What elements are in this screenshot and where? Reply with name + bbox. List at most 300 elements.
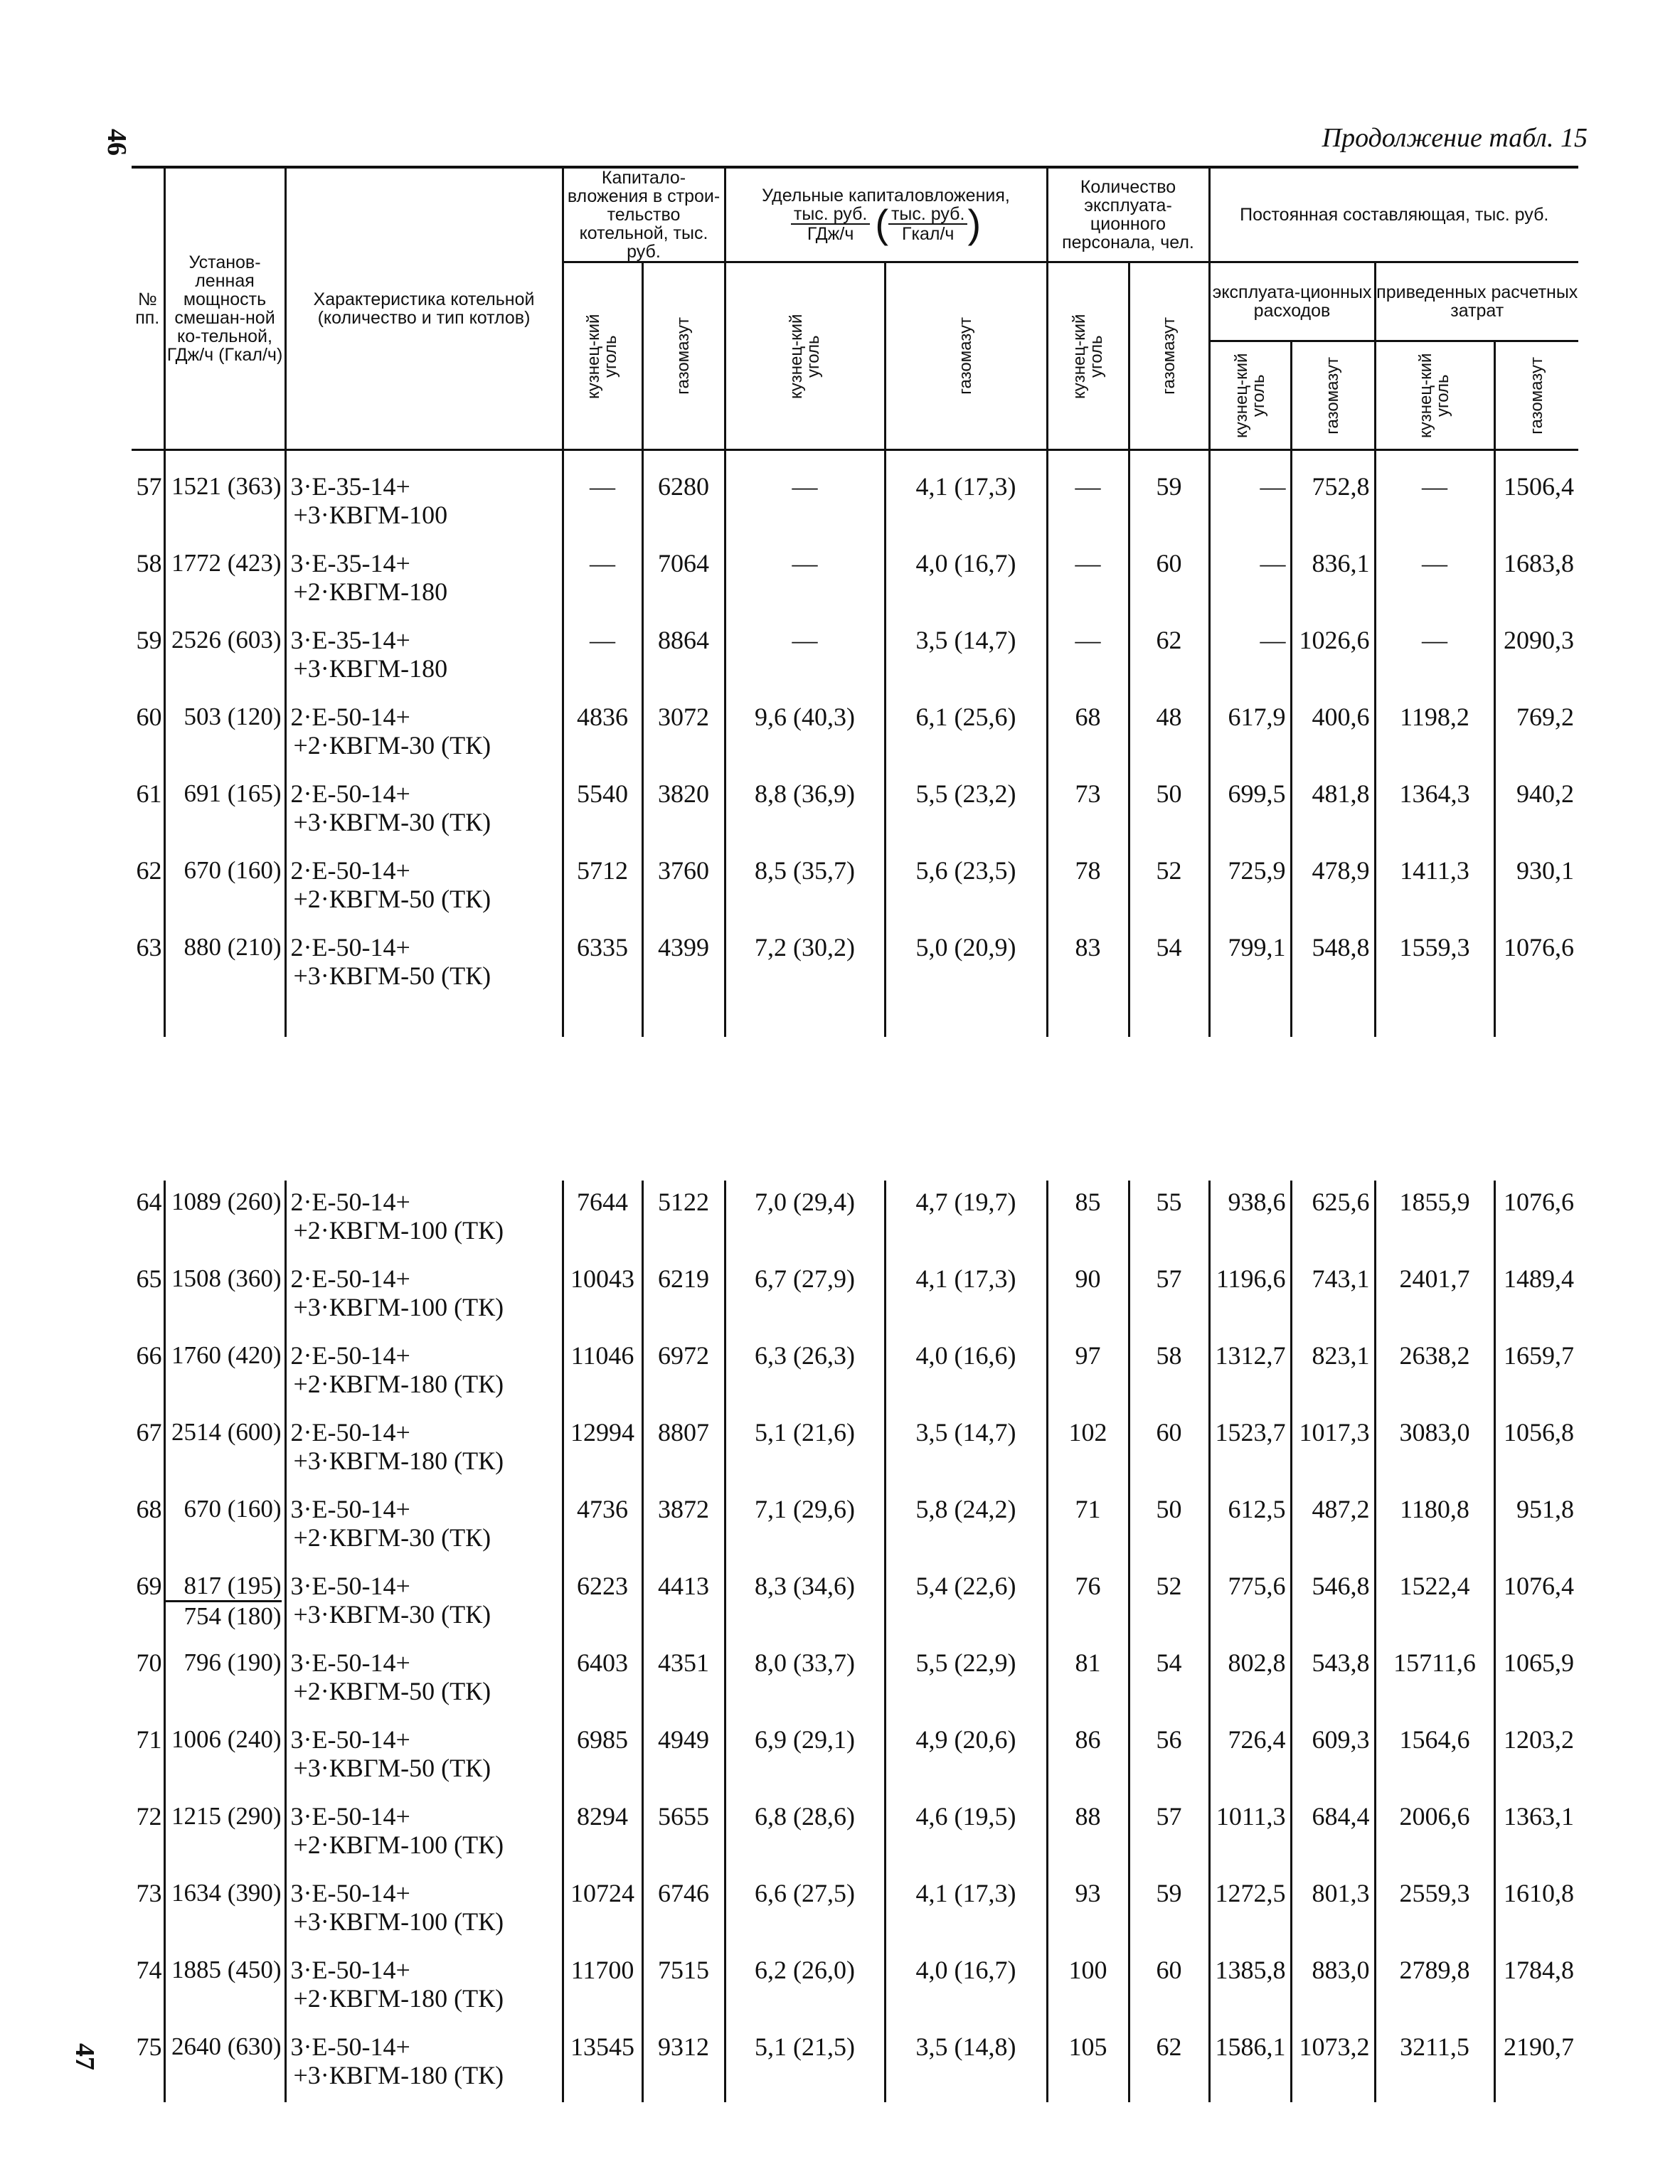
specific-capex-gas: 5,5 (23,2) bbox=[885, 772, 1047, 849]
boiler-line-2: +2·КВГМ-50 (ТК) bbox=[293, 885, 491, 913]
capacity-value: 817 (195) bbox=[166, 1572, 282, 1602]
boiler-line-1: 3·Е-50-14+ bbox=[290, 1648, 410, 1677]
capex-gas: 9312 bbox=[642, 2025, 725, 2102]
boiler-line-1: 2·Е-50-14+ bbox=[290, 703, 410, 731]
op-costs-coal: 1523,7 bbox=[1209, 1411, 1291, 1488]
op-costs-coal: 1312,7 bbox=[1209, 1334, 1291, 1411]
reduced-costs-gas: 1610,8 bbox=[1504, 1879, 1574, 1907]
op-costs-gas: 883,0 bbox=[1291, 1949, 1375, 2025]
op-costs-gas: 609,3 bbox=[1291, 1718, 1375, 1795]
boiler-line-2: +2·КВГМ-100 (ТК) bbox=[293, 1216, 504, 1245]
table-row bbox=[132, 772, 1578, 849]
reduced-costs-gas: 1203,2 bbox=[1504, 1725, 1574, 1754]
specific-capex-coal: 7,0 (29,4) bbox=[725, 1181, 885, 1257]
boiler-line-1: 3·Е-50-14+ bbox=[290, 1956, 410, 1984]
capex-gas: 3872 bbox=[642, 1488, 725, 1565]
table-row bbox=[132, 1795, 1578, 1872]
op-costs-gas: 823,1 bbox=[1291, 1334, 1375, 1411]
reduced-costs-coal: 1522,4 bbox=[1375, 1565, 1494, 1641]
boiler-line-1: 2·Е-50-14+ bbox=[290, 856, 410, 885]
staff-gas: 62 bbox=[1129, 2025, 1209, 2102]
capex-coal: 6223 bbox=[563, 1565, 642, 1641]
capex-gas: 4949 bbox=[642, 1718, 725, 1795]
boiler-line-1: 2·Е-50-14+ bbox=[290, 779, 410, 808]
boiler-line-2: +2·КВГМ-30 (ТК) bbox=[293, 731, 491, 760]
specific-capex-coal: 9,6 (40,3) bbox=[725, 696, 885, 772]
row-number: 60 bbox=[132, 696, 164, 772]
boiler-line-2: +2·КВГМ-180 (ТК) bbox=[293, 1370, 504, 1398]
reduced-costs-coal: 1855,9 bbox=[1375, 1181, 1494, 1257]
reduced-costs-gas: 951,8 bbox=[1516, 1495, 1574, 1523]
op-costs-coal: — bbox=[1209, 542, 1291, 619]
boiler-characteristic bbox=[285, 1488, 563, 1565]
specific-capex-gas: 6,1 (25,6) bbox=[885, 696, 1047, 772]
op-costs-coal: 799,1 bbox=[1209, 926, 1291, 1003]
op-costs-gas: 400,6 bbox=[1291, 696, 1375, 772]
header-specific-coal: кузнец-кий уголь bbox=[725, 262, 885, 450]
boiler-line-2: +3·КВГМ-100 (ТК) bbox=[293, 1293, 504, 1321]
header-red-coal: кузнец-кий уголь bbox=[1375, 341, 1494, 450]
reduced-costs-gas: 769,2 bbox=[1516, 703, 1574, 731]
staff-gas: 54 bbox=[1129, 926, 1209, 1003]
table-row bbox=[132, 1872, 1578, 1949]
boiler-characteristic bbox=[285, 1565, 563, 1641]
table-row bbox=[132, 1565, 1578, 1641]
boiler-line-1: 2·Е-50-14+ bbox=[290, 1341, 410, 1370]
capex-coal: — bbox=[563, 542, 642, 619]
reduced-costs-coal: 1564,6 bbox=[1375, 1718, 1494, 1795]
specific-capex-gas: 5,6 (23,5) bbox=[885, 849, 1047, 926]
op-costs-coal: — bbox=[1209, 619, 1291, 696]
specific-capex-coal: 8,0 (33,7) bbox=[725, 1641, 885, 1718]
row-number: 64 bbox=[132, 1181, 164, 1257]
table-row bbox=[132, 2025, 1578, 2102]
op-costs-coal: 1385,8 bbox=[1209, 1949, 1291, 2025]
reduced-costs-coal: 1198,2 bbox=[1375, 696, 1494, 772]
header-red-gas: газомазут bbox=[1494, 341, 1578, 450]
staff-coal: 76 bbox=[1047, 1565, 1129, 1641]
specific-capex-gas: 5,4 (22,6) bbox=[885, 1565, 1047, 1641]
specific-capex-gas: 5,0 (20,9) bbox=[885, 926, 1047, 1003]
op-costs-coal: — bbox=[1209, 465, 1291, 542]
boiler-line-2: +3·КВГМ-50 (ТК) bbox=[293, 1754, 491, 1782]
staff-gas: 56 bbox=[1129, 1718, 1209, 1795]
header-capex-gas: газомазут bbox=[642, 262, 725, 450]
op-costs-coal: 1196,6 bbox=[1209, 1257, 1291, 1334]
specific-capex-coal: 8,3 (34,6) bbox=[725, 1565, 885, 1641]
row-number: 65 bbox=[132, 1257, 164, 1334]
reduced-costs-coal: 1364,3 bbox=[1375, 772, 1494, 849]
table-header bbox=[132, 167, 1578, 450]
reduced-costs-coal: 1559,3 bbox=[1375, 926, 1494, 1003]
boiler-characteristic bbox=[285, 849, 563, 926]
capex-coal: 6985 bbox=[563, 1718, 642, 1795]
specific-capex-coal: — bbox=[725, 619, 885, 696]
capacity-value-alt: 754 (180) bbox=[184, 1602, 282, 1630]
boiler-line-2: +3·КВГМ-100 bbox=[293, 501, 448, 529]
boiler-line-2: +3·КВГМ-30 (ТК) bbox=[293, 808, 491, 836]
specific-capex-coal: 6,3 (26,3) bbox=[725, 1334, 885, 1411]
staff-coal: 105 bbox=[1047, 2025, 1129, 2102]
row-number: 68 bbox=[132, 1488, 164, 1565]
page-number-top: 46 bbox=[102, 129, 132, 156]
capex-gas: 6746 bbox=[642, 1872, 725, 1949]
staff-coal: 83 bbox=[1047, 926, 1129, 1003]
page-number-bottom: 47 bbox=[70, 2043, 100, 2070]
op-costs-gas: 546,8 bbox=[1291, 1565, 1375, 1641]
boiler-line-2: +2·КВГМ-100 (ТК) bbox=[293, 1831, 504, 1859]
staff-coal: 85 bbox=[1047, 1181, 1129, 1257]
header-characteristic: Характеристика котельной (количество и тип котлов) bbox=[285, 167, 563, 450]
boiler-characteristic bbox=[285, 926, 563, 1003]
op-costs-coal: 775,6 bbox=[1209, 1565, 1291, 1641]
reduced-costs-coal: 2559,3 bbox=[1375, 1872, 1494, 1949]
row-number: 63 bbox=[132, 926, 164, 1003]
capacity: 880 (210) bbox=[164, 926, 285, 1003]
staff-gas: 62 bbox=[1129, 619, 1209, 696]
header-specific-gas: газомазут bbox=[885, 262, 1047, 450]
header-frac-gj bbox=[791, 205, 870, 243]
reduced-costs-gas: 1489,4 bbox=[1504, 1264, 1574, 1293]
capacity: 796 (190) bbox=[164, 1641, 285, 1718]
staff-gas: 52 bbox=[1129, 849, 1209, 926]
row-number: 59 bbox=[132, 619, 164, 696]
boiler-line-2: +3·КВГМ-180 (ТК) bbox=[293, 1447, 504, 1475]
table-row bbox=[132, 1949, 1578, 2025]
capex-coal: 10724 bbox=[563, 1872, 642, 1949]
staff-gas: 60 bbox=[1129, 542, 1209, 619]
capex-gas: 6972 bbox=[642, 1334, 725, 1411]
op-costs-gas: 801,3 bbox=[1291, 1872, 1375, 1949]
capex-coal: 11046 bbox=[563, 1334, 642, 1411]
capex-coal: — bbox=[563, 619, 642, 696]
staff-gas: 57 bbox=[1129, 1795, 1209, 1872]
reduced-costs-gas: 930,1 bbox=[1516, 856, 1574, 885]
reduced-costs-gas: 1076,4 bbox=[1504, 1572, 1574, 1600]
specific-capex-coal: 8,8 (36,9) bbox=[725, 772, 885, 849]
capex-gas: 3760 bbox=[642, 849, 725, 926]
staff-coal: 97 bbox=[1047, 1334, 1129, 1411]
header-constant: Постоянная составляющая, тыс. руб. bbox=[1209, 167, 1578, 262]
header-specific-capex-title: Удельные капиталовложения, bbox=[762, 186, 1010, 206]
staff-coal: — bbox=[1047, 465, 1129, 542]
header-staff-coal: кузнец-кий уголь bbox=[1047, 262, 1129, 450]
boiler-line-1: 2·Е-50-14+ bbox=[290, 933, 410, 962]
staff-coal: 100 bbox=[1047, 1949, 1129, 2025]
specific-capex-gas: 5,8 (24,2) bbox=[885, 1488, 1047, 1565]
staff-gas: 60 bbox=[1129, 1949, 1209, 2025]
frac-gj-num: тыс. руб. bbox=[791, 205, 870, 225]
specific-capex-gas: 4,1 (17,3) bbox=[885, 465, 1047, 542]
capacity: 2526 (603) bbox=[164, 619, 285, 696]
reduced-costs-gas: 1065,9 bbox=[1504, 1648, 1574, 1677]
capex-gas: 5655 bbox=[642, 1795, 725, 1872]
capex-coal: 6403 bbox=[563, 1641, 642, 1718]
boiler-line-1: 3·Е-50-14+ bbox=[290, 1572, 410, 1600]
capex-coal: — bbox=[563, 465, 642, 542]
row-number: 57 bbox=[132, 465, 164, 542]
reduced-costs-gas: 1363,1 bbox=[1504, 1802, 1574, 1831]
boiler-characteristic bbox=[285, 1257, 563, 1334]
capacity: 1521 (363) bbox=[164, 465, 285, 542]
specific-capex-coal: 6,2 (26,0) bbox=[725, 1949, 885, 2025]
op-costs-coal: 612,5 bbox=[1209, 1488, 1291, 1565]
op-costs-gas: 684,4 bbox=[1291, 1795, 1375, 1872]
table-row bbox=[132, 1181, 1578, 1257]
capex-gas: 6219 bbox=[642, 1257, 725, 1334]
capex-coal: 11700 bbox=[563, 1949, 642, 2025]
boiler-characteristic bbox=[285, 1411, 563, 1488]
reduced-costs-coal: 2789,8 bbox=[1375, 1949, 1494, 2025]
boiler-characteristic bbox=[285, 619, 563, 696]
boiler-characteristic bbox=[285, 1718, 563, 1795]
staff-gas: 60 bbox=[1129, 1411, 1209, 1488]
specific-capex-gas: 4,6 (19,5) bbox=[885, 1795, 1047, 1872]
boiler-line-1: 3·Е-35-14+ bbox=[290, 472, 410, 501]
table-row bbox=[132, 926, 1578, 1003]
op-costs-coal: 725,9 bbox=[1209, 849, 1291, 926]
capacity bbox=[164, 1565, 285, 1641]
op-costs-gas: 478,9 bbox=[1291, 849, 1375, 926]
boiler-line-2: +3·КВГМ-180 (ТК) bbox=[293, 2061, 504, 2089]
specific-capex-gas: 4,7 (19,7) bbox=[885, 1181, 1047, 1257]
reduced-costs-coal: — bbox=[1375, 465, 1494, 542]
op-costs-coal: 938,6 bbox=[1209, 1181, 1291, 1257]
specific-capex-coal: 8,5 (35,7) bbox=[725, 849, 885, 926]
reduced-costs-coal: 15711,6 bbox=[1375, 1641, 1494, 1718]
op-costs-coal: 699,5 bbox=[1209, 772, 1291, 849]
boiler-characteristic bbox=[285, 1949, 563, 2025]
capex-coal: 4736 bbox=[563, 1488, 642, 1565]
staff-coal: — bbox=[1047, 542, 1129, 619]
op-costs-coal: 726,4 bbox=[1209, 1718, 1291, 1795]
staff-gas: 57 bbox=[1129, 1257, 1209, 1334]
row-number: 58 bbox=[132, 542, 164, 619]
header-capacity: Установ-ленная мощность смешан-ной ко-тельной, ГДж/ч (Гкал/ч) bbox=[164, 167, 285, 450]
staff-coal: 90 bbox=[1047, 1257, 1129, 1334]
table-row bbox=[132, 1718, 1578, 1795]
reduced-costs-gas: 2190,7 bbox=[1504, 2033, 1574, 2061]
specific-capex-coal: 5,1 (21,5) bbox=[725, 2025, 885, 2102]
reduced-costs-gas: 2090,3 bbox=[1504, 626, 1574, 654]
row-number: 72 bbox=[132, 1795, 164, 1872]
reduced-costs-coal: 3083,0 bbox=[1375, 1411, 1494, 1488]
capex-gas: 8807 bbox=[642, 1411, 725, 1488]
reduced-costs-coal: 2006,6 bbox=[1375, 1795, 1494, 1872]
header-specific-capex: Удельные капиталовложения, $\frac{\text{тыс. руб.}}{\text{ГДж/ч}}$ ( $\frac{\text{тыс. руб.}}{\text{Гкал/ч}}$ ) bbox=[725, 167, 1047, 262]
table-row bbox=[132, 1641, 1578, 1718]
capacity: 2514 (600) bbox=[164, 1411, 285, 1488]
boiler-characteristic bbox=[285, 542, 563, 619]
boiler-line-1: 3·Е-50-14+ bbox=[290, 2033, 410, 2061]
boiler-line-2: +3·КВГМ-180 bbox=[293, 654, 448, 683]
capex-coal: 7644 bbox=[563, 1181, 642, 1257]
frac-gcal-num: тыс. руб. bbox=[888, 205, 967, 225]
reduced-costs-gas: 1683,8 bbox=[1504, 549, 1574, 577]
boiler-line-1: 3·Е-35-14+ bbox=[290, 626, 410, 654]
specific-capex-coal: 7,2 (30,2) bbox=[725, 926, 885, 1003]
row-number: 69 bbox=[132, 1565, 164, 1641]
reduced-costs-coal: 1180,8 bbox=[1375, 1488, 1494, 1565]
header-num: № пп. bbox=[132, 167, 164, 450]
table-body-top bbox=[132, 450, 1578, 1038]
capex-gas: 7515 bbox=[642, 1949, 725, 2025]
reduced-costs-gas: 1076,6 bbox=[1504, 933, 1574, 962]
data-table-bottom bbox=[132, 1181, 1578, 2102]
capacity: 1760 (420) bbox=[164, 1334, 285, 1411]
table-caption: Продолжение табл. 15 bbox=[1322, 123, 1588, 153]
op-costs-gas: 1026,6 bbox=[1291, 619, 1375, 696]
header-frac-gcal bbox=[888, 205, 967, 243]
specific-capex-coal: 6,9 (29,1) bbox=[725, 1718, 885, 1795]
specific-capex-coal: 7,1 (29,6) bbox=[725, 1488, 885, 1565]
op-costs-coal: 1272,5 bbox=[1209, 1872, 1291, 1949]
row-number: 66 bbox=[132, 1334, 164, 1411]
op-costs-gas: 1073,2 bbox=[1291, 2025, 1375, 2102]
boiler-characteristic bbox=[285, 772, 563, 849]
reduced-costs-gas: 1506,4 bbox=[1504, 472, 1574, 501]
boiler-characteristic bbox=[285, 1181, 563, 1257]
staff-coal: 93 bbox=[1047, 1872, 1129, 1949]
row-number: 70 bbox=[132, 1641, 164, 1718]
header-capex-coal: кузнец-кий уголь bbox=[563, 262, 642, 450]
op-costs-coal: 802,8 bbox=[1209, 1641, 1291, 1718]
header-op-costs: эксплуата-ционных расходов bbox=[1209, 262, 1375, 341]
op-costs-gas: 836,1 bbox=[1291, 542, 1375, 619]
capex-gas: 4399 bbox=[642, 926, 725, 1003]
boiler-characteristic bbox=[285, 2025, 563, 2102]
staff-coal: 81 bbox=[1047, 1641, 1129, 1718]
op-costs-gas: 487,2 bbox=[1291, 1488, 1375, 1565]
capex-gas: 8864 bbox=[642, 619, 725, 696]
capacity: 670 (160) bbox=[164, 1488, 285, 1565]
specific-capex-gas: 4,1 (17,3) bbox=[885, 1872, 1047, 1949]
table-body-bottom bbox=[132, 1181, 1578, 2102]
boiler-characteristic bbox=[285, 1795, 563, 1872]
specific-capex-gas: 4,0 (16,7) bbox=[885, 1949, 1047, 2025]
specific-capex-coal: — bbox=[725, 465, 885, 542]
header-staff-gas: газомазут bbox=[1129, 262, 1209, 450]
capex-coal: 5712 bbox=[563, 849, 642, 926]
capex-coal: 13545 bbox=[563, 2025, 642, 2102]
capacity: 1885 (450) bbox=[164, 1949, 285, 2025]
row-number: 71 bbox=[132, 1718, 164, 1795]
staff-coal: — bbox=[1047, 619, 1129, 696]
specific-capex-gas: 4,1 (17,3) bbox=[885, 1257, 1047, 1334]
boiler-line-1: 2·Е-50-14+ bbox=[290, 1188, 410, 1216]
boiler-characteristic bbox=[285, 465, 563, 542]
row-number: 74 bbox=[132, 1949, 164, 2025]
boiler-line-2: +2·КВГМ-180 (ТК) bbox=[293, 1984, 504, 2013]
boiler-line-2: +2·КВГМ-50 (ТК) bbox=[293, 1677, 491, 1705]
specific-capex-gas: 4,0 (16,7) bbox=[885, 542, 1047, 619]
header-staff: Количество эксплуата-ционного персонала, чел. bbox=[1047, 167, 1209, 262]
capacity: 1508 (360) bbox=[164, 1257, 285, 1334]
table-row bbox=[132, 1334, 1578, 1411]
staff-gas: 50 bbox=[1129, 1488, 1209, 1565]
specific-capex-coal: 6,6 (27,5) bbox=[725, 1872, 885, 1949]
reduced-costs-coal: 2401,7 bbox=[1375, 1257, 1494, 1334]
table-row bbox=[132, 849, 1578, 926]
boiler-line-2: +2·КВГМ-30 (ТК) bbox=[293, 1523, 491, 1552]
boiler-line-1: 3·Е-50-14+ bbox=[290, 1725, 410, 1754]
header-reduced-costs: приведенных расчетных затрат bbox=[1375, 262, 1578, 341]
reduced-costs-gas: 1076,6 bbox=[1504, 1188, 1574, 1216]
table-row bbox=[132, 619, 1578, 696]
capex-gas: 3072 bbox=[642, 696, 725, 772]
capex-coal: 10043 bbox=[563, 1257, 642, 1334]
row-number: 62 bbox=[132, 849, 164, 926]
frac-gcal-den: Гкал/ч bbox=[901, 224, 955, 244]
table-row bbox=[132, 542, 1578, 619]
staff-gas: 55 bbox=[1129, 1181, 1209, 1257]
capex-gas: 7064 bbox=[642, 542, 725, 619]
capacity: 1634 (390) bbox=[164, 1872, 285, 1949]
reduced-costs-gas: 1784,8 bbox=[1504, 1956, 1574, 1984]
reduced-costs-gas: 940,2 bbox=[1516, 779, 1574, 808]
op-costs-gas: 548,8 bbox=[1291, 926, 1375, 1003]
capacity: 691 (165) bbox=[164, 772, 285, 849]
boiler-characteristic bbox=[285, 1641, 563, 1718]
boiler-line-2: +2·КВГМ-180 bbox=[293, 577, 448, 606]
boiler-line-1: 3·Е-50-14+ bbox=[290, 1802, 410, 1831]
capex-coal: 8294 bbox=[563, 1795, 642, 1872]
staff-gas: 59 bbox=[1129, 1872, 1209, 1949]
staff-gas: 58 bbox=[1129, 1334, 1209, 1411]
capex-gas: 4351 bbox=[642, 1641, 725, 1718]
op-costs-gas: 1017,3 bbox=[1291, 1411, 1375, 1488]
specific-capex-gas: 4,0 (16,6) bbox=[885, 1334, 1047, 1411]
capex-gas: 5122 bbox=[642, 1181, 725, 1257]
specific-capex-coal: 6,8 (28,6) bbox=[725, 1795, 885, 1872]
op-costs-coal: 1011,3 bbox=[1209, 1795, 1291, 1872]
specific-capex-gas: 5,5 (22,9) bbox=[885, 1641, 1047, 1718]
reduced-costs-coal: — bbox=[1375, 542, 1494, 619]
boiler-line-1: 3·Е-35-14+ bbox=[290, 549, 410, 577]
boiler-line-2: +3·КВГМ-50 (ТК) bbox=[293, 962, 491, 990]
boiler-line-1: 2·Е-50-14+ bbox=[290, 1418, 410, 1447]
capacity: 1006 (240) bbox=[164, 1718, 285, 1795]
capex-gas: 3820 bbox=[642, 772, 725, 849]
staff-coal: 78 bbox=[1047, 849, 1129, 926]
reduced-costs-coal: 1411,3 bbox=[1375, 849, 1494, 926]
specific-capex-coal: — bbox=[725, 542, 885, 619]
boiler-line-2: +3·КВГМ-30 (ТК) bbox=[293, 1600, 491, 1629]
frac-gj-den: ГДж/ч bbox=[807, 224, 854, 244]
staff-gas: 54 bbox=[1129, 1641, 1209, 1718]
reduced-costs-coal: — bbox=[1375, 619, 1494, 696]
capacity: 1089 (260) bbox=[164, 1181, 285, 1257]
staff-coal: 102 bbox=[1047, 1411, 1129, 1488]
capex-gas: 6280 bbox=[642, 465, 725, 542]
op-costs-gas: 481,8 bbox=[1291, 772, 1375, 849]
table-row bbox=[132, 465, 1578, 542]
data-table-top bbox=[132, 166, 1578, 1037]
op-costs-coal: 617,9 bbox=[1209, 696, 1291, 772]
table-row bbox=[132, 1488, 1578, 1565]
capex-coal: 4836 bbox=[563, 696, 642, 772]
specific-capex-gas: 3,5 (14,7) bbox=[885, 619, 1047, 696]
header-capex: Капитало-вложения в строи-тельство котельной, тыс. руб. bbox=[563, 167, 725, 262]
table-row bbox=[132, 696, 1578, 772]
specific-capex-gas: 3,5 (14,7) bbox=[885, 1411, 1047, 1488]
header-op-gas: газомазут bbox=[1291, 341, 1375, 450]
reduced-costs-coal: 3211,5 bbox=[1375, 2025, 1494, 2102]
reduced-costs-gas: 1056,8 bbox=[1504, 1418, 1574, 1447]
capacity: 2640 (630) bbox=[164, 2025, 285, 2102]
op-costs-gas: 625,6 bbox=[1291, 1181, 1375, 1257]
staff-coal: 88 bbox=[1047, 1795, 1129, 1872]
